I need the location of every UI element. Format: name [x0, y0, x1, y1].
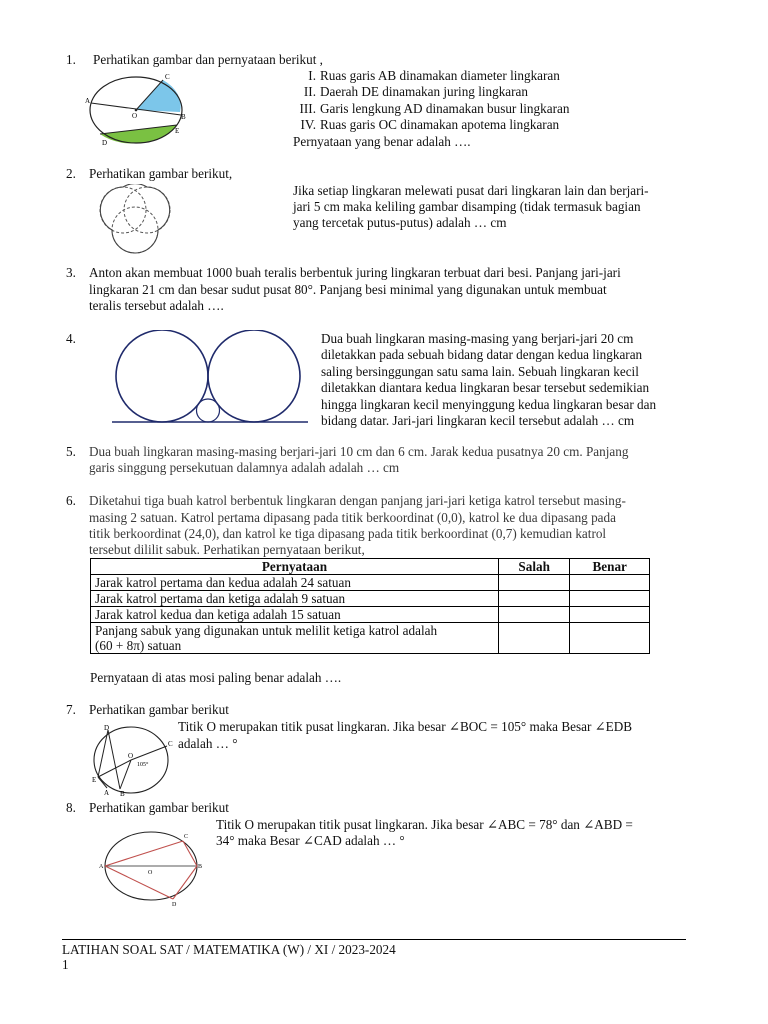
q1-figure [84, 70, 188, 150]
q6-row-4-wrong-cell[interactable] [498, 623, 570, 654]
q6-row-4-statement [91, 623, 499, 654]
q1-statement-2: Daerah DE dinamakan juring lingkaran [320, 84, 528, 99]
q8-chord-bd [173, 866, 197, 899]
q3-number: 3. [66, 265, 76, 280]
q7-line-ea [98, 777, 107, 788]
q6-row-2-wrong-cell[interactable] [498, 591, 570, 607]
q8-label-a: A [99, 864, 104, 870]
q8-figure [98, 828, 208, 906]
q2-number: 2. [66, 166, 76, 181]
q7-line-de [98, 730, 108, 777]
q6-row-2-statement: Jarak katrol pertama dan ketiga adalah 9 satuan [91, 591, 499, 607]
q6-table-header-row [91, 559, 650, 575]
page-number: 1 [62, 957, 69, 972]
q6-line-3: titik berkoordinat (24,0), dan katrol ke tiga dipasang pada titik berkoordinat (0,7) kemudian katrol [89, 526, 607, 541]
table-row [91, 575, 650, 591]
table-row [91, 607, 650, 623]
q2-line-2: jari 5 cm maka keliling gambar disamping (tidak termasuk bagian [293, 199, 641, 214]
q7-label-o: O [128, 752, 134, 760]
q4-line-6: bidang datar. Jari-jari lingkaran kecil tersebut adalah … cm [321, 413, 635, 428]
q1-question: Pernyataan yang benar adalah …. [293, 134, 471, 149]
q6-line-4: tersebut dililit sabuk. Perhatikan pernyataan berikut, [89, 542, 365, 557]
q2-figure [90, 184, 182, 254]
q2-outer-outline [100, 184, 169, 253]
q8-label-d: D [172, 902, 177, 906]
q1-statement-3: Garis lengkung AD dinamakan busur lingkaran [320, 101, 570, 116]
q2-line-3: yang tercetak putus-putus) adalah … cm [293, 215, 507, 230]
q7-line-2: adalah … ° [178, 736, 238, 751]
q7-angle-label: 105° [137, 762, 149, 768]
q4-number: 4. [66, 331, 76, 346]
q2-intro: Perhatikan gambar berikut, [89, 166, 233, 181]
q8-label-o: O [148, 870, 153, 876]
q7-label-a: A [104, 789, 110, 796]
footer-divider [62, 939, 686, 940]
q4-line-4: diletakkan diantara kedua lingkaran besar tersebut sedemikian [321, 380, 650, 395]
q5-number: 5. [66, 444, 76, 459]
q5-line-1: Dua buah lingkaran masing-masing berjari-jari 10 cm dan 6 cm. Jarak kedua pusatnya 20 cm. Panjang [89, 444, 629, 459]
q1-label-d: D [102, 139, 108, 147]
q6-number: 6. [66, 493, 76, 508]
q1-label-a: A [85, 97, 91, 105]
q1-roman-4: IV. [300, 117, 316, 132]
q4-figure [112, 330, 310, 426]
q1-intro: Perhatikan gambar dan pernyataan berikut , [93, 52, 323, 67]
q1-label-c: C [165, 73, 170, 81]
q6-row-3-wrong-cell[interactable] [498, 607, 570, 623]
q8-label-b: B [198, 864, 203, 870]
q1-roman-1: I. [308, 68, 316, 83]
q6-header-right: Benar [570, 559, 650, 575]
q1-label-e: E [175, 127, 180, 135]
q6-row-3-statement: Jarak katrol kedua dan ketiga adalah 15 satuan [91, 607, 499, 623]
q4-line-5: hingga lingkaran kecil menyinggung kedua lingkaran besar dan [321, 397, 657, 412]
q7-label-b: B [120, 790, 125, 796]
q3-line-3: teralis tersebut adalah …. [89, 298, 224, 313]
q6-row-1-right-cell[interactable] [570, 575, 650, 591]
q4-line-1: Dua buah lingkaran masing-masing yang berjari-jari 20 cm [321, 331, 634, 346]
q7-intro: Perhatikan gambar berikut [89, 702, 229, 717]
q8-chord-ac [105, 841, 183, 866]
q1-number: 1. [66, 52, 76, 67]
q7-line-oc [131, 746, 167, 760]
q6-closing: Pernyataan di atas mosi paling benar adalah …. [90, 670, 342, 685]
q4-big-circle-left [116, 330, 208, 422]
q6-line-1: Diketahui tiga buah katrol berbentuk lingkaran dengan panjang jari-jari ketiga katrol tersebut masing- [89, 493, 626, 508]
q6-header-wrong: Salah [498, 559, 570, 575]
q6-row-4-line-1: Panjang sabuk yang digunakan untuk melilit ketiga katrol adalah [95, 623, 438, 638]
q1-statement-4: Ruas garis OC dinamakan apotema lingkaran [320, 117, 560, 132]
q1-roman-3: III. [299, 101, 316, 116]
q4-big-circle-right [208, 330, 300, 422]
q1-statement-1: Ruas garis AB dinamakan diameter lingkaran [320, 68, 560, 83]
q6-row-4-line-2: (60 + 8π) satuan [95, 638, 182, 653]
q6-statement-table [90, 558, 650, 654]
q8-number: 8. [66, 800, 76, 815]
q7-label-d: D [104, 724, 110, 732]
q6-header-statement: Pernyataan [91, 559, 499, 575]
q6-row-4-right-cell[interactable] [570, 623, 650, 654]
q8-label-c: C [184, 834, 189, 840]
q8-chord-ad [105, 866, 173, 899]
q7-label-e: E [92, 776, 97, 784]
table-row [91, 623, 650, 654]
q6-row-2-right-cell[interactable] [570, 591, 650, 607]
q1-roman-2: II. [303, 84, 316, 99]
q8-line-1: Titik O merupakan titik pusat lingkaran. Jika besar ∠ABC = 78° dan ∠ABD = [216, 817, 633, 832]
q8-intro: Perhatikan gambar berikut [89, 800, 229, 815]
q8-chord-cb [183, 841, 197, 866]
q1-segment-shaded [100, 125, 180, 143]
q1-label-b: B [181, 113, 186, 121]
q6-line-2: masing 2 satuan. Katrol pertama dipasang pada titik berkoordinat (0,0), katrol ke dua dipasang pada [89, 510, 616, 525]
q6-row-1-wrong-cell[interactable] [498, 575, 570, 591]
footer-text: LATIHAN SOAL SAT / MATEMATIKA (W) / XI / 2023-2024 [62, 942, 396, 957]
q4-line-2: diletakkan pada sebuah bidang datar dengan kedua lingkaran [321, 347, 643, 362]
q4-line-3: saling bersinggungan satu sama lain. Sebuah lingkaran kecil [321, 364, 639, 379]
q7-label-c: C [168, 740, 173, 748]
q1-center-dot [135, 109, 138, 112]
q7-number: 7. [66, 702, 76, 717]
q7-figure [87, 722, 179, 796]
table-row [91, 591, 650, 607]
q5-line-2: garis singgung persekutuan dalamnya adalah adalah … cm [89, 460, 400, 475]
q8-line-2: 34° maka Besar ∠CAD adalah … ° [216, 833, 405, 848]
q3-line-1: Anton akan membuat 1000 buah teralis berbentuk juring lingkaran terbuat dari besi. Panjang jari-jari [89, 265, 621, 280]
q7-line-1: Titik O merupakan titik pusat lingkaran. Jika besar ∠BOC = 105° maka Besar ∠EDB [178, 719, 633, 734]
q1-label-o: O [132, 112, 138, 120]
q6-row-3-right-cell[interactable] [570, 607, 650, 623]
q6-row-1-statement: Jarak katrol pertama dan kedua adalah 24 satuan [91, 575, 499, 591]
q7-line-db [108, 730, 120, 789]
q3-line-2: lingkaran 21 cm dan besar sudut pusat 80°. Panjang besi minimal yang digunakan untuk membuat [89, 282, 607, 297]
q2-line-1: Jika setiap lingkaran melewati pusat dari lingkaran lain dan berjari- [293, 183, 649, 198]
q4-small-circle [197, 399, 220, 422]
